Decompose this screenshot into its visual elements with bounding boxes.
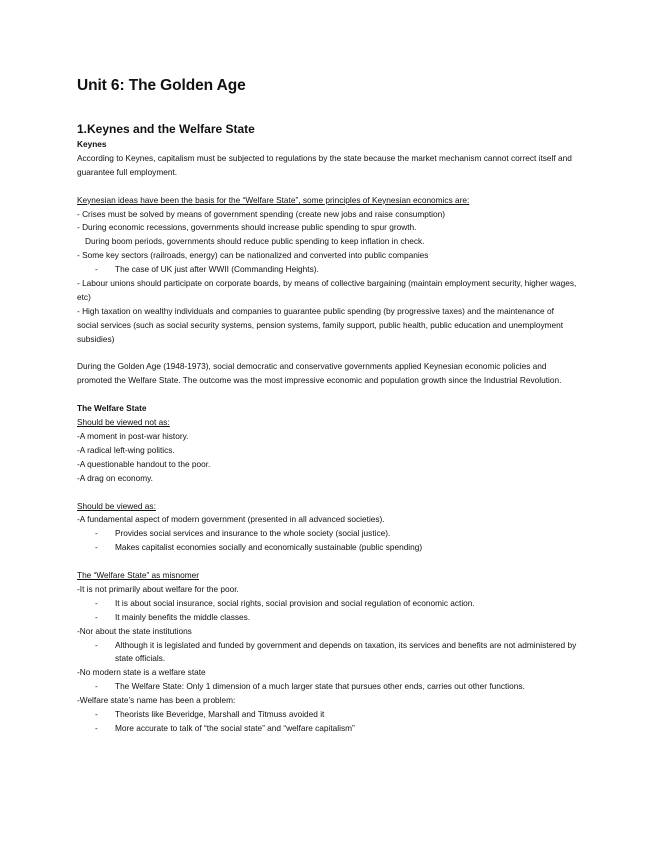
misnomer-item: -Nor about the state institutions xyxy=(77,625,192,636)
principle-item: - High taxation on wealthy individuals and companies to guarantee public spending (by progressive taxes) and the maintenance of social services (such as social security systems, pension systems, family support, public health, public education and unemployment subsidies) xyxy=(77,305,564,344)
document-page xyxy=(77,76,577,733)
not-viewed-heading: Should be viewed not as: xyxy=(77,417,170,428)
subheading-welfare-state: The Welfare State xyxy=(77,403,147,414)
viewed-as-heading: Should be viewed as: xyxy=(77,500,156,511)
principle-item: - Some key sectors (railroads, energy) can be nationalized and converted into public companies xyxy=(77,250,429,261)
misnomer-heading: The “Welfare State” as misnomer xyxy=(77,570,200,581)
golden-age-paragraph: During the Golden Age (1948-1973), social democratic and conservative governments applied Keynesian economic policies and promoted the Welfare State. The outcome was the most impressive economic and population growth since the Industrial Revolution. xyxy=(77,361,562,386)
document-body xyxy=(77,138,577,736)
misnomer-item: -Welfare state’s name has been a problem: xyxy=(77,695,236,706)
viewed-as-subitem: - Makes capitalist economies socially and economically sustainable (public spending) xyxy=(95,542,423,553)
section-heading-keynes-welfare: 1.Keynes and the Welfare State xyxy=(77,122,255,136)
misnomer-item: -It is not primarily about welfare for the poor. xyxy=(77,583,239,594)
misnomer-subitem: - It mainly benefits the middle classes. xyxy=(95,611,251,622)
viewed-as-subitem: - Provides social services and insurance to the whole society (social justice). xyxy=(95,528,391,539)
not-viewed-item: -A moment in post-war history. xyxy=(77,430,189,441)
viewed-as-item: -A fundamental aspect of modern government (presented in all advanced societies). xyxy=(77,514,385,525)
principle-item: - Crises must be solved by means of government spending (create new jobs and raise consumption) xyxy=(77,208,446,219)
misnomer-item: -No modern state is a welfare state xyxy=(77,667,206,678)
principles-heading: Keynesian ideas have been the basis for the “Welfare State”, some principles of Keynesian economics are: xyxy=(77,194,470,205)
misnomer-subitem: - Although it is legislated and funded by government and depends on taxation, its services and benefits are not administered by state officials. xyxy=(95,639,577,664)
principle-continuation: During boom periods, governments should reduce public spending to keep inflation in check. xyxy=(85,236,425,247)
subheading-keynes: Keynes xyxy=(77,139,107,149)
misnomer-subitem: - It is about social insurance, social rights, social provision and social regulation of economic action. xyxy=(95,597,475,608)
dash-marker: - xyxy=(95,264,98,275)
not-viewed-item: -A questionable handout to the poor. xyxy=(77,458,211,469)
not-viewed-item: -A drag on economy. xyxy=(77,472,153,483)
misnomer-subitem: - The Welfare State: Only 1 dimension of a much larger state that pursues other ends, carries out other functions. xyxy=(95,681,525,692)
misnomer-subitem: - Theorists like Beveridge, Marshall and Titmuss avoided it xyxy=(95,709,325,720)
misnomer-subitem: - More accurate to talk of “the social state” and “welfare capitalism” xyxy=(95,722,355,733)
principle-item: - During economic recessions, governments should increase public spending to spur growth. xyxy=(77,222,417,233)
principle-subitem: - The case of UK just after WWII (Commanding Heights). xyxy=(77,263,577,277)
keynes-intro-paragraph: According to Keynes, capitalism must be subjected to regulations by the state because the market mechanism cannot correct itself and guarantee full employment. xyxy=(77,152,572,177)
page-title: Unit 6: The Golden Age xyxy=(77,77,246,94)
not-viewed-item: -A radical left-wing politics. xyxy=(77,444,175,455)
principle-item: - Labour unions should participate on corporate boards, by means of collective bargaining (maintain employment security, higher wages, etc) xyxy=(77,278,577,302)
